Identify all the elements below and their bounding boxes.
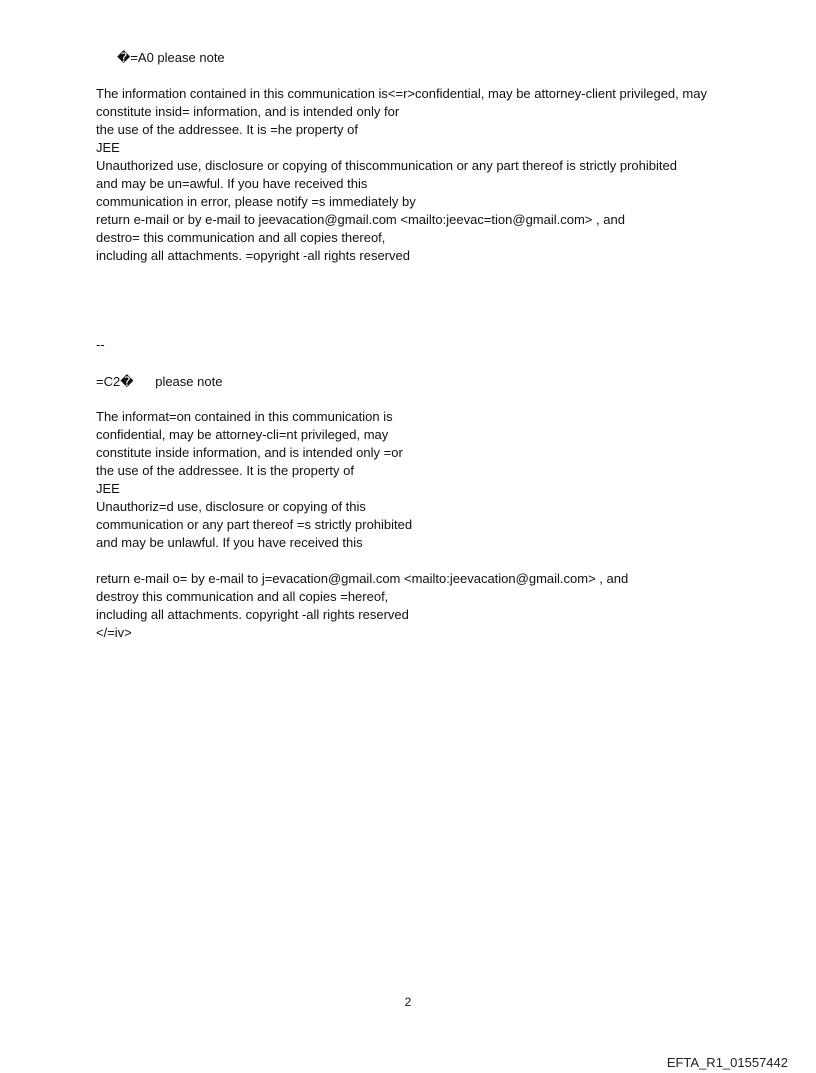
notice-header-2: =C2� please note bbox=[96, 374, 223, 389]
signature-separator: -- bbox=[96, 337, 105, 352]
document-id: EFTA_R1_01557442 bbox=[666, 1055, 788, 1070]
notice-2-line: </=iv> bbox=[96, 625, 132, 640]
notice-2-line: including all attachments. copyright -all rights reserved bbox=[96, 607, 409, 622]
notice-2-line: JEE bbox=[96, 481, 120, 496]
notice-2-line: and may be unlawful. If you have received this bbox=[96, 535, 363, 550]
notice-1-line: Unauthorized use, disclosure or copying of thiscommunication or any part thereof is strictly prohibited bbox=[96, 158, 677, 173]
notice-1-line: communication in error, please notify =s immediately by bbox=[96, 194, 416, 209]
notice-1-line: constitute insid= information, and is intended only for bbox=[96, 104, 400, 119]
notice-2-line: constitute inside information, and is intended only =or bbox=[96, 445, 403, 460]
notice-2-line: The informat=on contained in this communication is bbox=[96, 409, 393, 424]
notice-1-line: The information contained in this communication is<=r>confidential, may be attorney-client privileged, may bbox=[96, 86, 707, 101]
notice-2-line: destroy this communication and all copies =hereof, bbox=[96, 589, 389, 604]
notice-2-line: communication or any part thereof =s strictly prohibited bbox=[96, 517, 413, 532]
notice-1-line: return e-mail or by e-mail to jeevacation@gmail.com <mailto:jeevac=tion@gmail.com> , and bbox=[96, 212, 625, 227]
notice-2-line: confidential, may be attorney-cli=nt privileged, may bbox=[96, 427, 389, 442]
notice-1-line: and may be un=awful. If you have received this bbox=[96, 176, 368, 191]
page-number: 2 bbox=[404, 995, 412, 1009]
notice-1-line: the use of the addressee. It is =he property of bbox=[96, 122, 358, 137]
notice-1-line: JEE bbox=[96, 140, 120, 155]
notice-1-line: including all attachments. =opyright -all rights reserved bbox=[96, 248, 410, 263]
notice-1-line: destro= this communication and all copies thereof, bbox=[96, 230, 386, 245]
notice-2-line: Unauthoriz=d use, disclosure or copying of this bbox=[96, 499, 366, 514]
notice-2-line: return e-mail o= by e-mail to j=evacation@gmail.com <mailto:jeevacation@gmail.com> , and bbox=[96, 571, 629, 586]
notice-2-line: the use of the addressee. It is the property of bbox=[96, 463, 354, 478]
notice-header-1: �=A0 please note bbox=[117, 50, 225, 65]
